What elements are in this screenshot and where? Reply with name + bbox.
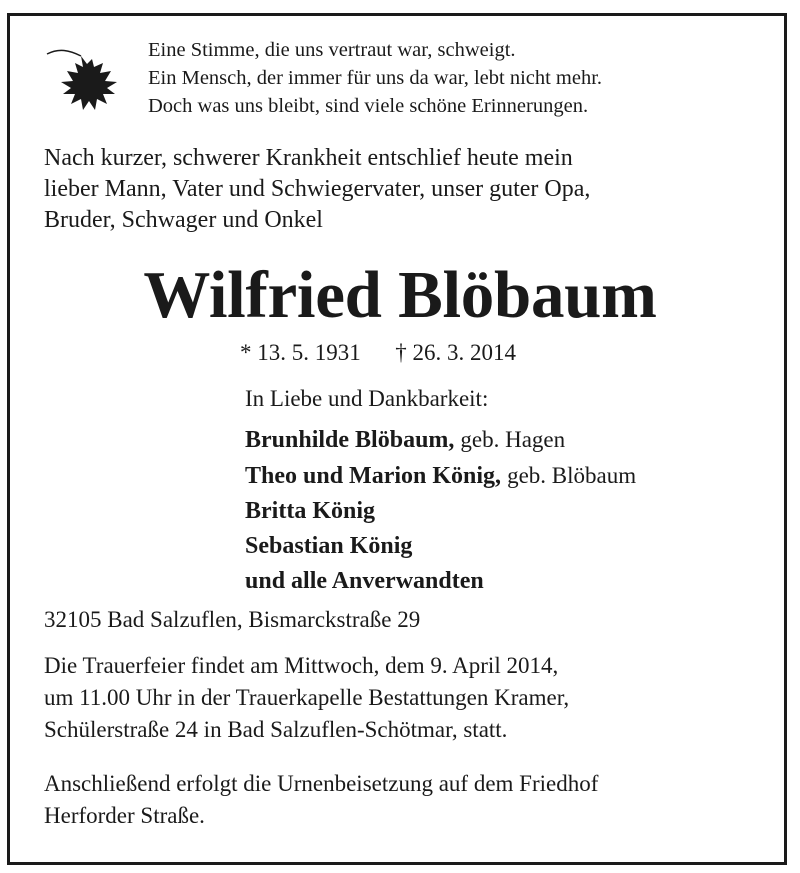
announcement-line: lieber Mann, Vater und Schwiegervater, unser guter Opa, — [44, 176, 591, 202]
burial-info — [44, 768, 598, 832]
mourner-row — [245, 494, 636, 529]
announcement-line: Bruder, Schwager und Onkel — [44, 207, 323, 233]
announcement-line: Nach kurzer, schwerer Krankheit entschlief heute mein — [44, 145, 573, 171]
mourner-row — [245, 422, 636, 458]
poem-line: Ein Mensch, der immer für uns da war, lebt nicht mehr. — [148, 67, 603, 89]
mourner-row — [245, 458, 636, 494]
mourner-name: Brunhilde Blöbaum, — [245, 427, 455, 453]
deceased-name: Wilfried Blöbaum — [143, 258, 657, 332]
mourner-note: geb. Blöbaum — [507, 463, 637, 488]
mourner-name: Sebastian König — [245, 533, 413, 559]
burial-line: Herforder Straße. — [44, 803, 205, 828]
death-announcement — [44, 143, 764, 236]
life-dates: * 13. 5. 1931 † 26. 3. 2014 — [240, 340, 516, 365]
mourner-note: geb. Hagen — [460, 427, 566, 452]
maple-leaf-icon — [45, 44, 133, 116]
mourner-name: Theo und Marion König, — [245, 463, 502, 489]
poem — [148, 36, 602, 120]
mourner-row — [245, 529, 636, 564]
family-address: 32105 Bad Salzuflen, Bismarckstraße 29 — [44, 607, 421, 632]
burial-line: Anschließend erfolgt die Urnenbeisetzung auf dem Friedhof — [44, 771, 599, 796]
poem-line: Doch was uns bleibt, sind viele schöne Erinnerungen. — [148, 95, 589, 117]
mourners-list — [245, 422, 636, 599]
service-line: Die Trauerfeier findet am Mittwoch, dem 9. April 2014, — [44, 653, 559, 678]
service-line: um 11.00 Uhr in der Trauerkapelle Bestattungen Kramer, — [44, 685, 570, 710]
mourner-name: Britta König — [245, 498, 375, 524]
mourner-row — [245, 564, 636, 599]
poem-line: Eine Stimme, die uns vertraut war, schweigt. — [148, 39, 516, 61]
mourner-name: und alle Anverwandten — [245, 568, 484, 594]
funeral-service-info — [44, 650, 569, 746]
mourners-intro: In Liebe und Dankbarkeit: — [245, 386, 489, 411]
service-line: Schülerstraße 24 in Bad Salzuflen-Schötmar, statt. — [44, 717, 508, 742]
